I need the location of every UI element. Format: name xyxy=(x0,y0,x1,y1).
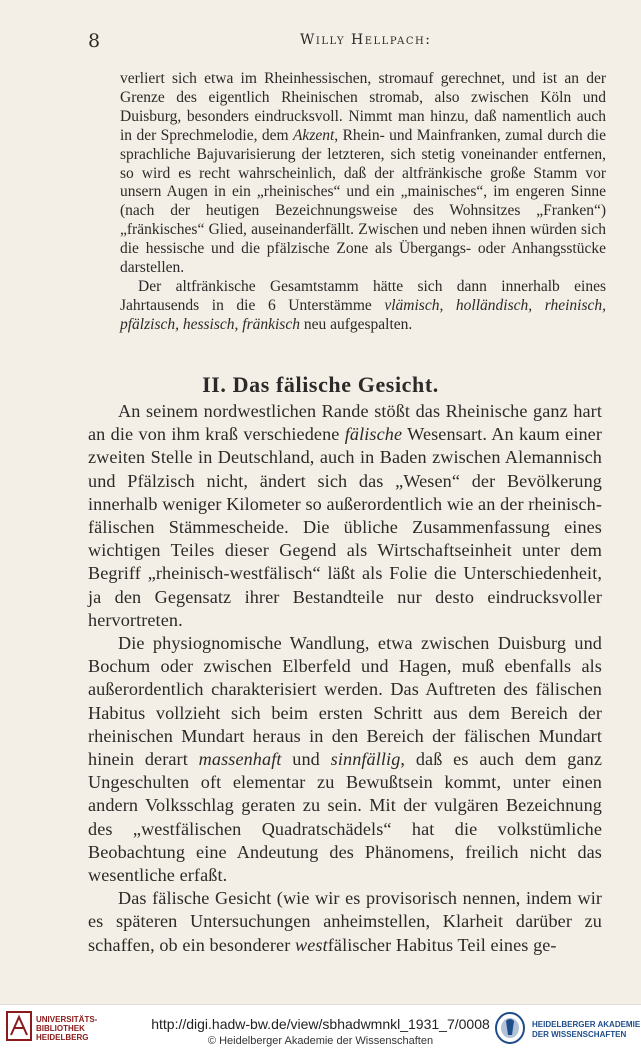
paragraph: An seinem nordwestlichen Rande stößt das Rheinische ganz hart an die von ihm kraß verschiedene fälische Wesensart. An kaum einer zweiten Stelle in Deutschland, auch in Baden zwischen Alemannisch und Pfälzisch nicht, ändert sich das „Wesen“ der Bevölkerung innerhalb weniger Kilometer so außerordentlich wie an der rheinisch-fälischen Stämmescheide. Die übliche Zusammenfassung eines wichtigen Teiles dieser Gegend als Wirtschaftseinheit unter dem Begriff „rheinisch-westfälisch“ läßt als Folie die Unterschiedenheit, ja den Gegensatz ihrer Bestandteile nur desto eindrucksvoller hervortreten. xyxy=(88,401,602,630)
academy-name: HEIDELBERGER AKADEMIE DER WISSENSCHAFTEN xyxy=(532,1020,641,1039)
copyright-notice: © Heidelberger Akademie der Wissenschaften xyxy=(207,1035,434,1047)
page-url-link[interactable]: http://digi.hadw-bw.de/view/sbhadwmnkl_1931_7/0008 xyxy=(151,1016,490,1032)
page-number: 8 xyxy=(88,30,101,52)
paragraph: Der altfränkische Gesamtstamm hätte sich dann innerhalb eines Jahrtausends in die 6 Unterstämme vlämisch, holländisch, rheinisch, pfälzisch, hessisch, fränkisch neu aufgespalten. xyxy=(120,277,606,333)
top-text-block xyxy=(120,70,606,335)
paragraph: verliert sich etwa im Rheinhessischen, stromauf gerechnet, und ist an der Grenze des eigentlich Rheinischen stromab, also zwischen Köln und Duisburg, besonders eindrucksvoll. Nimmt man hinzu, daß namentlich auch in der Sprechmelodie, dem Akzent, Rhein- und Mainfranken, zumal durch die sprachliche Bajuvarisierung der letzteren, sich stetig voneinander entfernen, so wird es recht wahrscheinlich, daß der altfränkische große Stamm vor unsern Augen in ein „rheinisches“ und ein „mainisches“, im engeren Sinne (nach der heutigen Bezeichnungsweise des Wohnsitzes „Franken“) „fränkisches“ Glied, auseinanderfällt. Zwischen und neben ihnen würden sich die hessische und die pfälzische Zone als Übergangs- oder Anhangsstücke darstellen. xyxy=(120,70,606,277)
page-header xyxy=(88,30,601,52)
main-text-block xyxy=(88,400,602,957)
paragraph: Das fälische Gesicht (wie wir es provisorisch nennen, indem wir es späteren Untersuchungen anheimstellen, Klarheit darüber zu schaffen, ob ein besonderer westfälischer Habitus Teil eines ge- xyxy=(88,888,602,955)
running-head: Willy Hellpach: xyxy=(300,32,432,48)
library-name: UNIVERSITÄTS- BIBLIOTHEK HEIDELBERG xyxy=(36,1015,98,1042)
footer-bar xyxy=(0,1004,641,1053)
academy-seal-icon[interactable] xyxy=(494,1011,526,1045)
paragraph: Die physiognomische Wandlung, etwa zwischen Duisburg und Bochum oder zwischen Elberfeld und Hagen, muß ebenfalls als außerordentlich charakterisiert werden. Das Auftreten des fälischen Habitus vollzieht sich beim ersten Schritt aus dem Bereich der rheinischen Mundart heraus in den Bereich der fälischen Mundart hinein derart massenhaft und sinnfällig, daß es auch dem ganz Ungeschulten oft elementar zu Bewußtsein kommt, unter einen andern Volksschlag geraten zu sein. Mit der vulgären Bezeichnung des „westfälischen Quadratschädels“ hat die volkstümliche Beobachtung eine Andeutung des Phänomens, freilich nicht das wesentliche erfaßt. xyxy=(88,633,602,886)
section-heading: II. Das fälische Gesicht. xyxy=(202,372,439,397)
